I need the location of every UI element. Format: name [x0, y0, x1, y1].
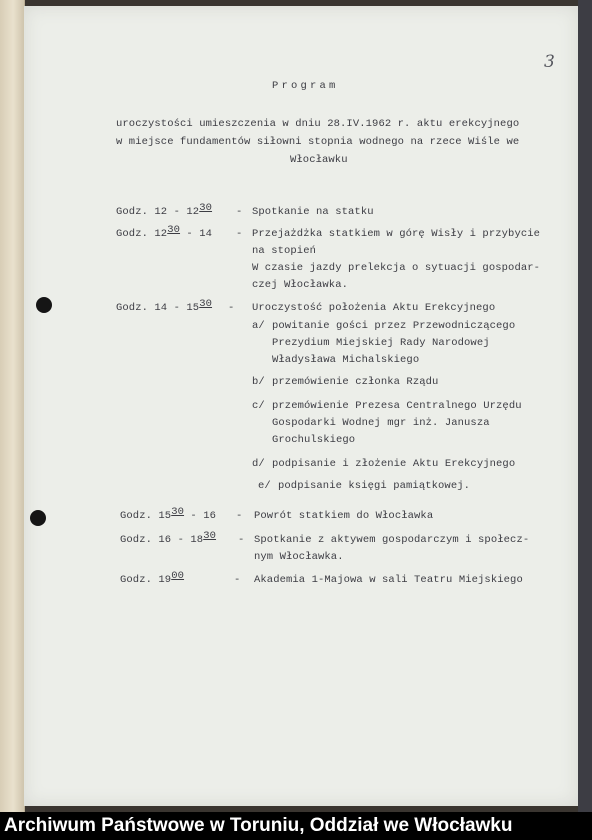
subitem-text: Prezydium Miejskiej Rady Narodowej	[272, 337, 490, 349]
schedule-text: na stopień	[252, 245, 317, 257]
schedule-text: Powrót statkiem do Włocławka	[254, 510, 434, 522]
schedule-text: Przejażdżka statkiem w górę Wisły i przybycie	[252, 228, 541, 240]
subitem-marker: c/	[252, 400, 265, 412]
schedule-dash: -	[234, 574, 241, 586]
schedule-text: nym Włocławka.	[254, 551, 344, 563]
document-title: Program	[272, 80, 339, 92]
subitem-text: powitanie gości przez Przewodniczącego	[272, 320, 516, 332]
schedule-text: Spotkanie na statku	[252, 206, 374, 218]
schedule-text: W czasie jazdy prelekcja o sytuacji gospodar-	[252, 262, 541, 274]
subitem-marker: d/	[252, 458, 265, 470]
schedule-text: Akademia 1-Majowa w sali Teatru Miejskiego	[254, 574, 523, 586]
schedule-time: Godz. 1230 - 14	[116, 224, 213, 240]
subitem-marker: a/	[252, 320, 265, 332]
schedule-text: czej Włocławka.	[252, 279, 349, 291]
subitem-text: przemówienie członka Rządu	[272, 376, 439, 388]
subitem-text: Gospodarki Wodnej mgr inż. Janusza	[272, 417, 490, 429]
document-page	[24, 6, 578, 806]
subitem-text: Władysława Michalskiego	[272, 354, 420, 366]
schedule-time: Godz. 12 - 1230	[116, 202, 213, 218]
schedule-time: Godz. 1900	[120, 570, 185, 586]
schedule-dash: -	[236, 228, 243, 240]
schedule-dash: -	[236, 510, 243, 522]
schedule-time: Godz. 1530 - 16	[120, 506, 217, 522]
subitem-marker: b/	[252, 376, 265, 388]
subitem-marker: e/	[258, 480, 271, 492]
schedule-time: Godz. 16 - 1830	[120, 530, 217, 546]
subitem-text: Grochulskiego	[272, 434, 356, 446]
archive-footer-banner: Archiwum Państwowe w Toruniu, Oddział we Włocławku	[0, 812, 592, 840]
page-number: 3	[544, 52, 555, 72]
subitem-text: podpisanie i złożenie Aktu Erekcyjnego	[272, 458, 516, 470]
intro-line: w miejsce fundamentów siłowni stopnia wodnego na rzece Wiśle we	[116, 136, 520, 148]
punch-hole	[30, 510, 46, 526]
subitem-text: przemówienie Prezesa Centralnego Urzędu	[272, 400, 522, 412]
scan-background-edge	[578, 0, 592, 812]
previous-page-edge	[0, 0, 25, 812]
schedule-text: Uroczystość położenia Aktu Erekcyjnego	[252, 302, 496, 314]
punch-hole	[36, 297, 52, 313]
schedule-dash: -	[236, 206, 243, 218]
schedule-text: Spotkanie z aktywem gospodarczym i społecz-	[254, 534, 530, 546]
intro-line: Włocławku	[290, 154, 348, 166]
subitem-text: podpisanie księgi pamiątkowej.	[278, 480, 471, 492]
schedule-dash: -	[238, 534, 245, 546]
schedule-dash: -	[228, 302, 235, 314]
schedule-time: Godz. 14 - 1530	[116, 298, 213, 314]
intro-line: uroczystości umieszczenia w dniu 28.IV.1962 r. aktu erekcyjnego	[116, 118, 520, 130]
